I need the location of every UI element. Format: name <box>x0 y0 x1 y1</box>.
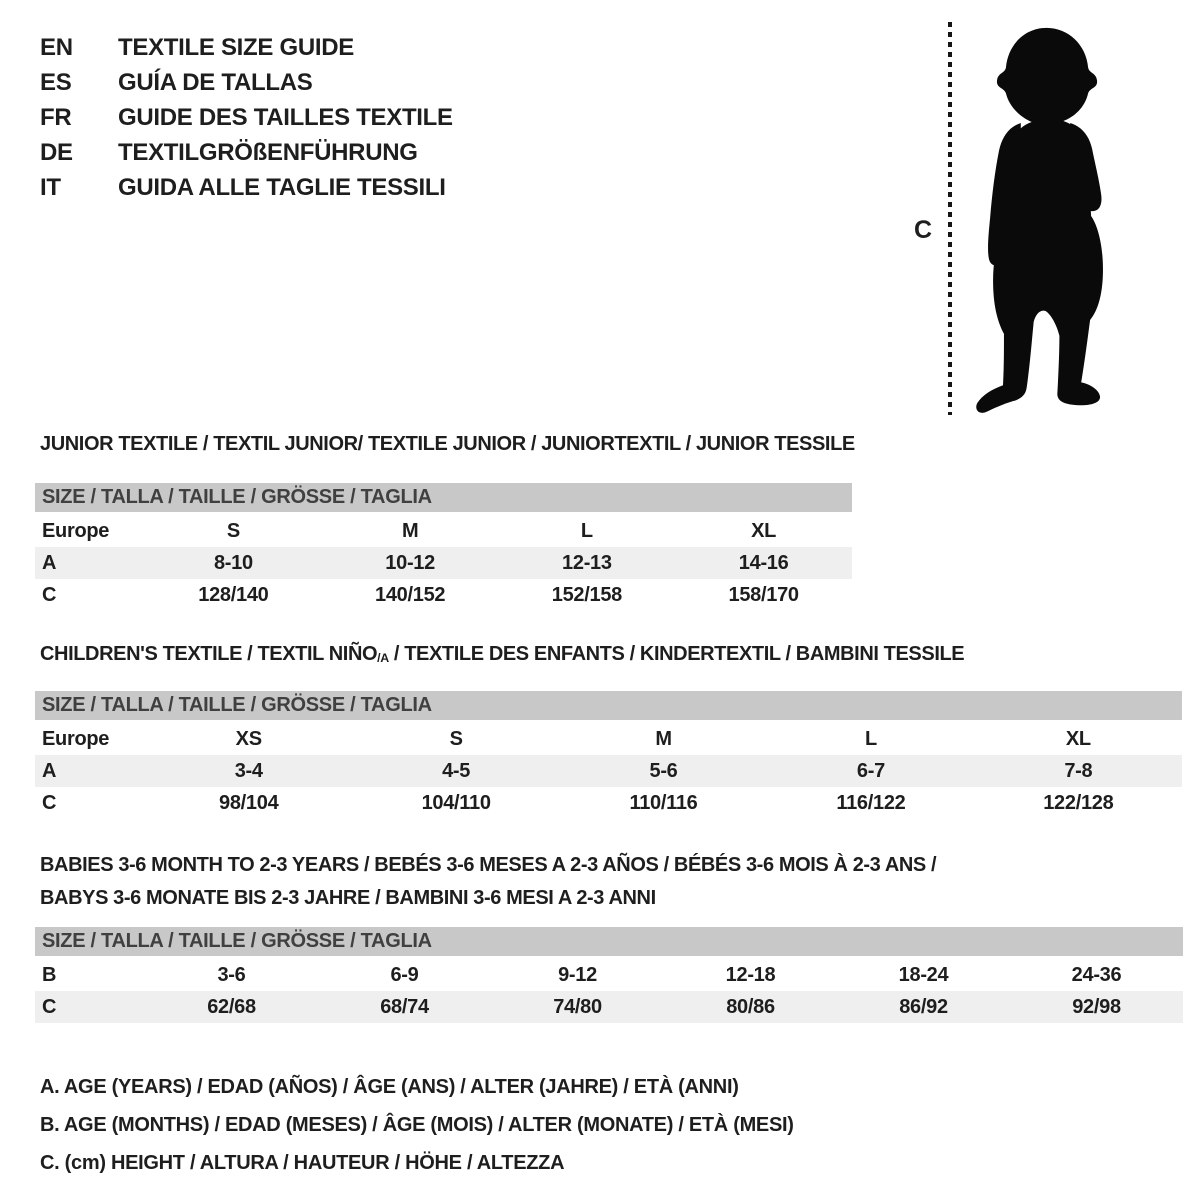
row-label: C <box>42 584 57 606</box>
babies-size-table <box>35 927 1183 1023</box>
age-cell: 8-10 <box>213 552 253 574</box>
row-label: C <box>42 996 57 1018</box>
size-cell: M <box>655 728 672 750</box>
table-row-height <box>35 787 1182 819</box>
height-cell: 80/86 <box>726 996 775 1018</box>
table-row-age <box>35 755 1182 787</box>
language-row-es <box>40 65 453 100</box>
age-cell: 6-7 <box>856 760 885 782</box>
language-code: DE <box>40 139 73 166</box>
babies-section-title <box>40 849 936 915</box>
size-cell: M <box>401 520 419 542</box>
guide-title: GUÍA DE TALLAS <box>118 69 313 96</box>
age-cell: 14-16 <box>738 552 789 574</box>
age-cell: 12-13 <box>562 552 612 574</box>
size-cell: L <box>864 728 877 750</box>
size-cell: S <box>449 728 463 750</box>
language-code: FR <box>40 104 72 131</box>
height-measure-label: C <box>914 216 933 244</box>
table-row-age <box>35 547 852 579</box>
guide-title: GUIDE DES TAILLES TEXTILE <box>118 104 453 131</box>
size-cell: XS <box>235 728 262 750</box>
table-row-height <box>35 991 1183 1023</box>
language-code: IT <box>40 174 61 201</box>
row-label: Europe <box>42 728 110 750</box>
language-row-it <box>40 170 453 205</box>
height-cell: 116/122 <box>836 792 906 814</box>
months-cell: 18-24 <box>898 964 949 986</box>
row-label: Europe <box>42 520 110 542</box>
height-cell: 110/116 <box>629 792 698 814</box>
legend-footnotes <box>40 1068 794 1182</box>
height-cell: 62/68 <box>207 996 256 1018</box>
junior-section-title: JUNIOR TEXTILE / TEXTIL JUNIOR/ TEXTILE JUNIOR / JUNIORTEXTIL / JUNIOR TESSILE <box>40 433 855 455</box>
table-row-months <box>35 959 1183 991</box>
height-cell: 68/74 <box>380 996 429 1018</box>
table-header: SIZE / TALLA / TAILLE / GRÖSSE / TAGLIA <box>35 483 852 512</box>
language-code: ES <box>40 69 72 96</box>
footnote-a: A. AGE (YEARS) / EDAD (AÑOS) / ÂGE (ANS) / ALTER (JAHRE) / ETÀ (ANNI) <box>40 1076 739 1098</box>
row-label: A <box>42 760 57 782</box>
height-cell: 92/98 <box>1072 996 1121 1018</box>
footnote-b: B. AGE (MONTHS) / EDAD (MESES) / ÂGE (MOIS) / ALTER (MONATE) / ETÀ (MESI) <box>40 1114 794 1136</box>
junior-size-table <box>35 483 852 611</box>
table-header: SIZE / TALLA / TAILLE / GRÖSSE / TAGLIA <box>35 691 1182 720</box>
height-cell: 86/92 <box>899 996 948 1018</box>
children-title-suffix: / TEXTILE DES ENFANTS / KINDERTEXTIL / BAMBINI TESSILE <box>388 643 965 665</box>
footnote-c: C. (cm) HEIGHT / ALTURA / HAUTEUR / HÖHE / ALTEZZA <box>40 1152 565 1174</box>
height-cell: 74/80 <box>553 996 602 1018</box>
height-dashed-line <box>948 22 952 415</box>
age-cell: 5-6 <box>649 760 678 782</box>
row-label: C <box>42 792 57 814</box>
height-cell: 140/152 <box>375 584 446 606</box>
height-cell: 98/104 <box>219 792 279 814</box>
table-row-europe <box>35 515 852 547</box>
babies-title-line1: BABIES 3-6 MONTH TO 2-3 YEARS / BEBÉS 3-6 MESES A 2-3 AÑOS / BÉBÉS 3-6 MOIS À 2-3 ANS / <box>40 854 937 876</box>
children-section-title <box>40 643 964 666</box>
table-row-height <box>35 579 852 611</box>
months-cell: 12-18 <box>725 964 776 986</box>
guide-title: TEXTILE SIZE GUIDE <box>118 34 354 61</box>
toddler-silhouette-icon <box>963 20 1137 416</box>
guide-title: TEXTILGRÖßENFÜHRUNG <box>118 139 418 166</box>
row-label: A <box>42 552 57 574</box>
language-row-en <box>40 30 453 65</box>
children-title-sub: /A <box>377 651 389 666</box>
months-cell: 24-36 <box>1071 964 1122 986</box>
age-cell: 7-8 <box>1064 760 1093 782</box>
height-cell: 104/110 <box>421 792 491 814</box>
months-cell: 9-12 <box>558 964 597 986</box>
size-cell: XL <box>1065 728 1091 750</box>
months-cell: 3-6 <box>217 964 246 986</box>
language-title-list <box>40 30 453 205</box>
table-header: SIZE / TALLA / TAILLE / GRÖSSE / TAGLIA <box>35 927 1183 956</box>
language-row-de <box>40 135 453 170</box>
row-label: B <box>42 964 57 986</box>
size-cell: L <box>580 520 593 542</box>
size-cell: S <box>226 520 240 542</box>
children-title-prefix: CHILDREN'S TEXTILE / TEXTIL NIÑO <box>40 643 378 665</box>
age-cell: 4-5 <box>442 760 471 782</box>
size-cell: XL <box>751 520 777 542</box>
height-cell: 152/158 <box>551 584 622 606</box>
height-cell: 158/170 <box>728 584 799 606</box>
months-cell: 6-9 <box>390 964 419 986</box>
height-cell: 122/128 <box>1043 792 1114 814</box>
age-cell: 3-4 <box>234 760 263 782</box>
guide-title: GUIDA ALLE TAGLIE TESSILI <box>118 174 446 201</box>
children-size-table <box>35 691 1182 819</box>
language-row-fr <box>40 100 453 135</box>
babies-title-line2: BABYS 3-6 MONATE BIS 2-3 JAHRE / BAMBINI 3-6 MESI A 2-3 ANNI <box>40 887 656 909</box>
height-cell: 128/140 <box>198 584 269 606</box>
age-cell: 10-12 <box>385 552 435 574</box>
language-code: EN <box>40 34 73 61</box>
table-row-europe <box>35 723 1182 755</box>
